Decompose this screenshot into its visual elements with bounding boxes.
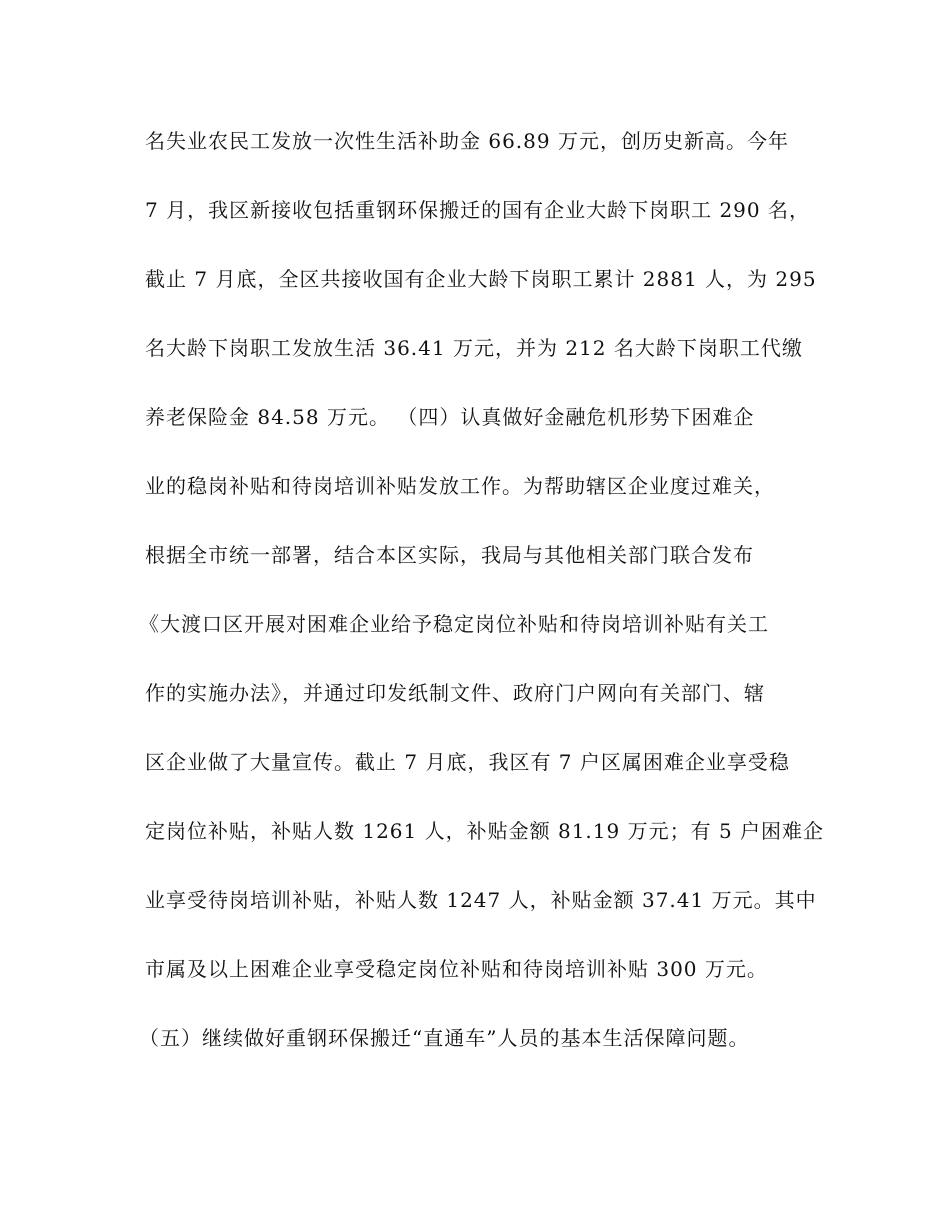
- text-line: 名失业农民工发放一次性生活补助金 66.89 万元，创历史新高。今年: [145, 129, 789, 153]
- text-line: 《大渡口区开展对困难企业给予稳定岗位补贴和待岗培训补贴有关工: [139, 612, 769, 636]
- text-line: 业的稳岗补贴和待岗培训补贴发放工作。为帮助辖区企业度过难关，: [145, 474, 775, 498]
- text-line: 定岗位补贴，补贴人数 1261 人，补贴金额 81.19 万元；有 5 户困难企: [145, 819, 825, 843]
- section-heading-line: （五）继续做好重钢环保搬迁“直通车”人员的基本生活保障问题。: [139, 1026, 750, 1050]
- text-line: 根据全市统一部署，结合本区实际，我局与其他相关部门联合发布: [145, 543, 754, 567]
- text-line: 市属及以上困难企业享受稳定岗位补贴和待岗培训补贴 300 万元。: [145, 957, 768, 981]
- text-line: 名大龄下岗职工发放生活 36.41 万元，并为 212 名大龄下岗职工代缴: [145, 336, 803, 360]
- text-line: 7 月，我区新接收包括重钢环保搬迁的国有企业大龄下岗职工 290 名，: [145, 198, 810, 222]
- text-line: 业享受待岗培训补贴，补贴人数 1247 人，补贴金额 37.41 万元。其中: [145, 888, 817, 912]
- text-line: 作的实施办法》，并通过印发纸制文件、政府门户网向有关部门、辖: [145, 681, 765, 705]
- text-line: 区企业做了大量宣传。截止 7 月底，我区有 7 户区属困难企业享受稳: [145, 750, 790, 774]
- text-line: 截止 7 月底，全区共接收国有企业大龄下岗职工累计 2881 人，为 295: [145, 267, 817, 291]
- text-line: 养老保险金 84.58 万元。 （四）认真做好金融危机形势下困难企: [145, 405, 755, 429]
